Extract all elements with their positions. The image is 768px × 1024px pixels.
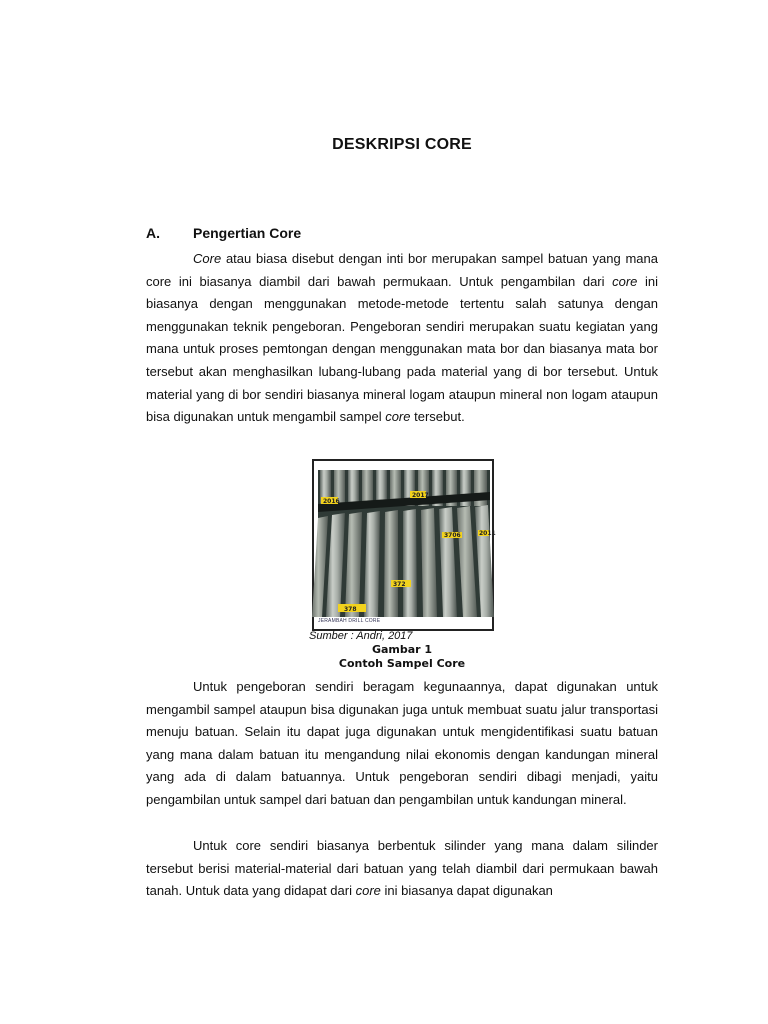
- figure-title: Contoh Sampel Core: [338, 657, 466, 670]
- paragraph-text: Untuk pengeboran sendiri beragam kegunaannya, dapat digunakan untuk mengambil sampel ataupun bisa digunakan juga untuk membuat suatu jalur transportasi menuju batuan. Selain itu dapat juga digunakan untuk mengidentifikasi suatu batuan yang mana dalam batuan itu mengandung nilai ekonomis dengan kandungan mineral yang ada di dalam batuannya. Untuk pengeboran sendiri dibagi menjadi, yaitu pengambilan untuk sampel dari batuan dan pengambilan untuk kandungan mineral.: [146, 679, 658, 807]
- paragraph-text: tersebut.: [410, 409, 465, 425]
- depth-tag-label: 378: [344, 606, 357, 613]
- paragraph-text: ini biasanya dapat digunakan: [380, 883, 553, 899]
- core-box-illustration: [318, 470, 496, 617]
- figure-number: Gambar 1: [371, 643, 433, 656]
- depth-tag-label: 2017: [412, 492, 429, 499]
- italic-term: core: [612, 273, 638, 289]
- italic-term: Core: [193, 251, 222, 266]
- document-title: DESKRIPSI CORE: [332, 136, 472, 153]
- section-number: A.: [146, 225, 160, 241]
- core-sample-photo: [318, 470, 496, 617]
- italic-term: core: [385, 409, 411, 425]
- depth-tag-label: 2011: [479, 530, 496, 537]
- paragraph-2: [146, 676, 658, 812]
- paragraph-text: atau biasa disebut dengan inti bor merupakan sampel batuan yang mana core ini biasanya diambil dari bawah permukaan. Untuk pengambilan dari: [146, 251, 658, 289]
- section-title: Pengertian Core: [193, 225, 302, 241]
- paragraph-1: [146, 248, 658, 429]
- photo-caption: JERAMBAH DRILL CORE: [318, 618, 381, 624]
- italic-term: core: [355, 883, 381, 899]
- depth-tag-label: 2016: [323, 498, 340, 505]
- depth-tag-label: 3706: [444, 532, 461, 539]
- figure-source: Sumber : Andri, 2017: [309, 630, 413, 642]
- section-heading: [146, 225, 301, 241]
- paragraph-text: Untuk core sendiri biasanya berbentuk silinder yang mana dalam silinder tersebut berisi material-material dari batuan yang telah diambil dari permukaan bawah tanah. Untuk data yang didapat dari: [146, 838, 658, 899]
- depth-tag-label: 372: [393, 581, 406, 588]
- paragraph-text: ini biasanya dengan menggunakan metode-metode tertentu salah satunya dengan menggunakan teknik pengeboran. Pengeboran sendiri merupakan suatu kegiatan yang mana untuk proses pemtongan dengan menggunakan mata bor dan biasanya mata bor tersebut akan menghasilkan lubang-lubang pada material yang di bor tersebut. Untuk material yang di bor sendiri biasanya mineral logam ataupun mineral non logam ataupun bisa digunakan untuk mengambil sampel: [146, 273, 658, 425]
- paragraph-3: [146, 835, 658, 903]
- figure-core-sample: [312, 459, 494, 631]
